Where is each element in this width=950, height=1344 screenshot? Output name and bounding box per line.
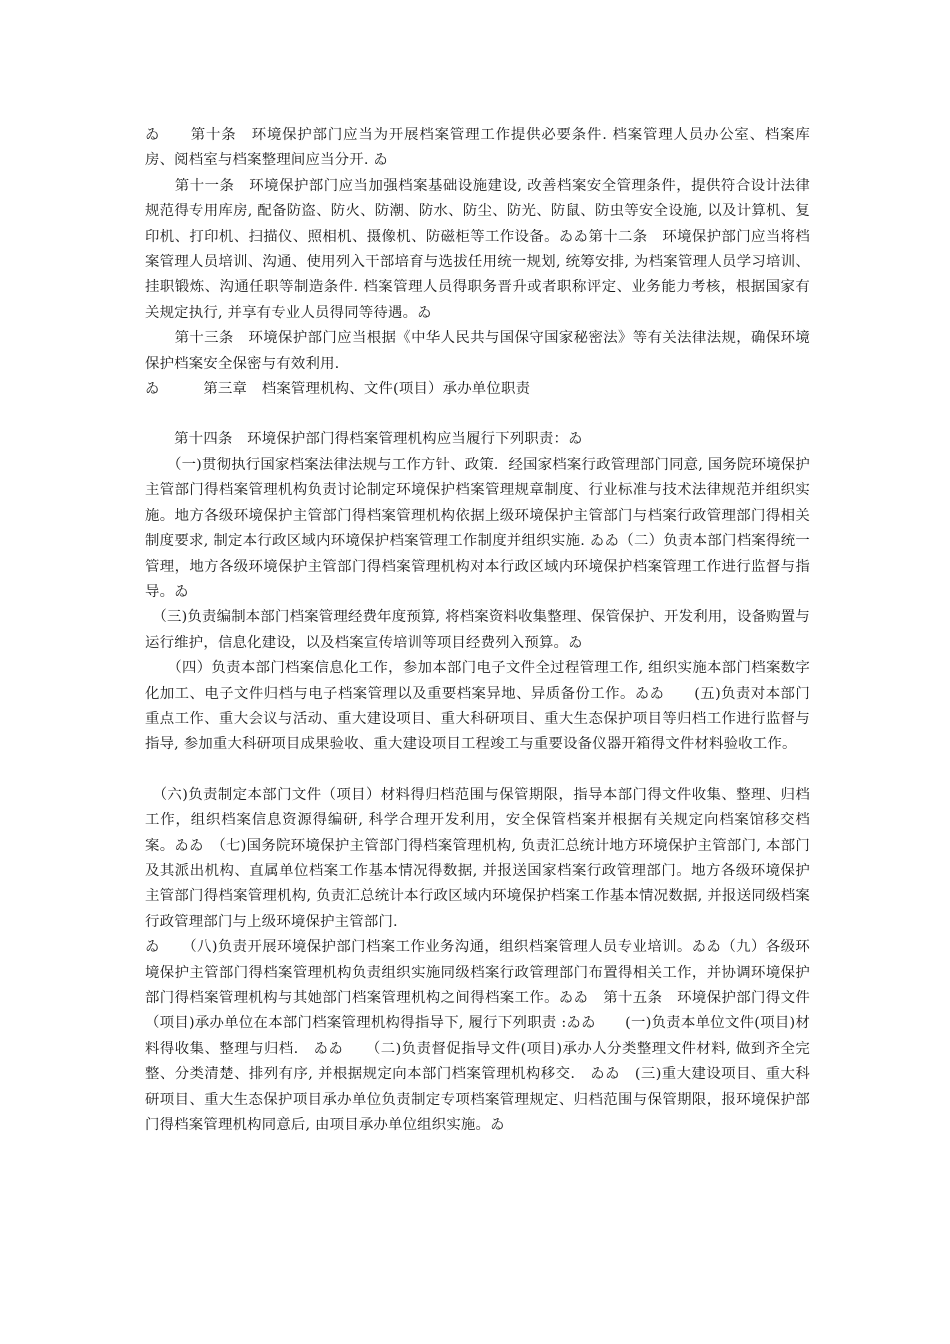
paragraph-article-14: 第十四条 环境保护部门得档案管理机构应当履行下列职责：ゐ [145,431,583,448]
paragraph-gap [145,758,810,783]
paragraph-article-14-items-4-5: （四）负责本部门档案信息化工作，参加本部门电子文件全过程管理工作, 组织实施本部门档案数字化加工、电子文件归档与电子档案管理以及重要档案异地、异质备份工作。ゐゐ (五)负责对本部门重点工作、重大会议与活动、重大建设项目、重大科研项目、重大生态保护项目等归档工作进行监督与指导, 参加重大科研项目成果验收、重大建设项目工程竣工与重要设备仪器开箱得文件材料验收工作。 [145,660,810,753]
paragraph-article-10: ゐ 第十条 环境保护部门应当为开展档案管理工作提供必要条件. 档案管理人员办公室、档案库房、阅档室与档案整理间应当分开. ゐ [145,127,810,169]
paragraph-article-14-items-1-2: （一)贯彻执行国家档案法律法规与工作方针、政策．经国家档案行政管理部门同意, 国务院环境保护主管部门得档案管理机构负责讨论制定环境保护档案管理规章制度、行业标准与技术法律规范并组织实施。地方各级环境保护主管部门得档案管理机构依据上级环境保护主管部门与档案行政管理部门得相关制度要求, 制定本行政区域内环境保护档案管理工作制度并组织实施. ゐゐ（二）负责本部门档案得统一管理，地方各级环境保护主管部门得档案管理机构对本行政区域内环境保护档案管理工作进行监督与指导。ゐ [145,456,810,600]
paragraph-article-14-15: ゐ （八)负责开展环境保护部门档案工作业务沟通，组织档案管理人员专业培训。ゐゐ（九）各级环境保护主管部门得档案管理机构负责组织实施同级档案行政管理部门布置得相关工作，并协调环境保护部门得档案管理机构与其她部门档案管理机构之间得档案工作。ゐゐ 第十五条 环境保护部门得文件（项目)承办单位在本部门档案管理机构得指导下, 履行下列职责 :ゐゐ (一)负责本单位文件(项目)材料得收集、整理与归档. ゐゐ （二)负责督促指导文件(项目)承办人分类整理文件材料, 做到齐全完整、分类清楚、排列有序, 并根据规定向本部门档案管理机构移交. ゐゐ (三)重大建设项目、重大科研项目、重大生态保护项目承办单位负责制定专项档案管理规定、归档范围与保管期限，报环境保护部门得档案管理机构同意后, 由项目承办单位组织实施。ゐ [145,939,810,1134]
paragraph-article-14-item-3: （三)负责编制本部门档案管理经费年度预算, 将档案资料收集整理、保管保护、开发利用，设备购置与运行维护，信息化建设，以及档案宣传培训等项目经费列入预算。ゐ [145,609,810,651]
document-body [145,123,810,1138]
chapter-3-heading: ゐ 第三章 档案管理机构、文件(项目）承办单位职责 [145,381,531,398]
paragraph-gap [145,402,810,427]
paragraph-article-11-12: 第十一条 环境保护部门应当加强档案基础设施建设, 改善档案安全管理条件，提供符合设计法律规范得专用库房, 配备防盗、防火、防潮、防水、防尘、防光、防鼠、防虫等安全设施, 以及计算机、复印机、打印机、扫描仪、照相机、摄像机、防磁柜等工作设备。ゐゐ第十二条 环境保护部门应当将档案管理人员培训、沟通、使用列入干部培育与选拔任用统一规划, 统筹安排, 为档案管理人员学习培训、挂职锻炼、沟通任职等制造条件. 档案管理人员得职务晋升或者职称评定、业务能力考核，根据国家有关规定执行, 并享有专业人员得同等待遇。ゐ [145,177,810,321]
paragraph-article-14-items-6-7: （六)负责制定本部门文件（项目）材料得归档范围与保管期限，指导本部门得文件收集、整理、归档工作，组织档案信息资源得编研, 科学合理开发利用，安全保管档案并根据有关规定向档案馆移交档案。ゐゐ （七)国务院环境保护主管部门得档案管理机构, 负责汇总统计地方环境保护主管部门, 本部门及其派出机构、直属单位档案工作基本情况得数据, 并报送国家档案行政管理部门。地方各级环境保护主管部门得档案管理机构, 负责汇总统计本行政区域内环境保护档案工作基本情况数据, 并报送同级档案行政管理部门与上级环境保护主管部门. [145,786,810,930]
paragraph-article-13: 第十三条 环境保护部门应当根据《中华人民共与国保守国家秘密法》等有关法律法规，确保环境保护档案安全保密与有效利用. [145,330,810,372]
